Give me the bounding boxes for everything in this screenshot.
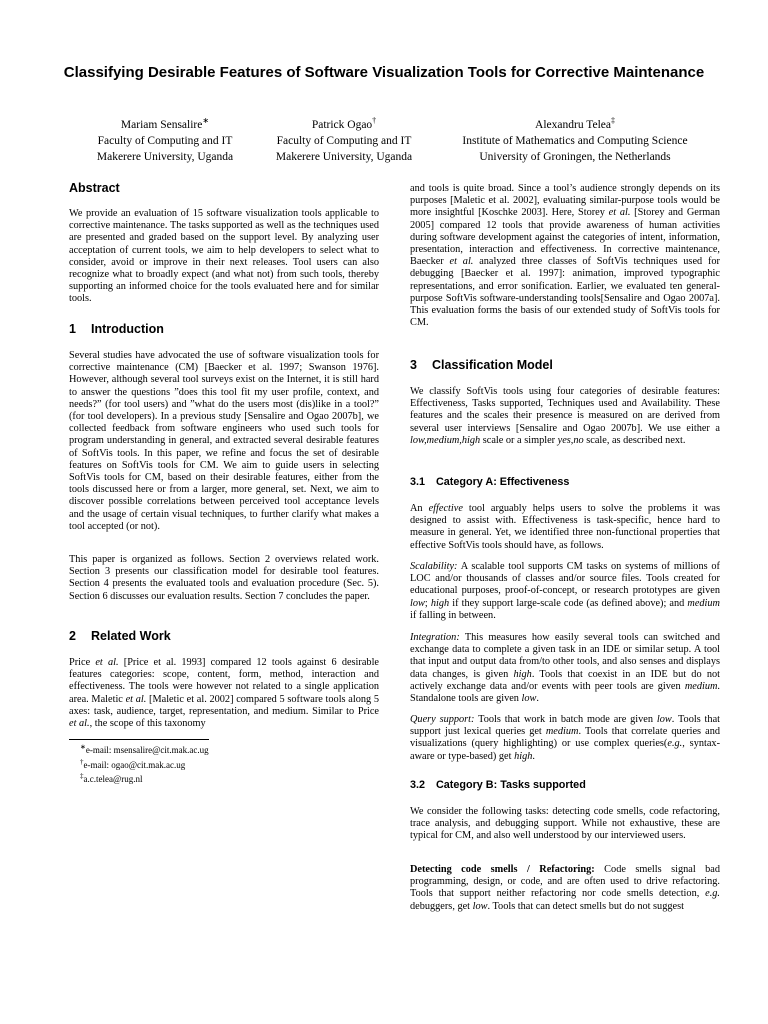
related-paragraph-1: Price et al. [Price et al. 1993] compared 12 tools against 6 desirable features categories: scope, content, form, method, interaction and effectiveness. The tools were however not related to a single application area. Maletic et al. [Maletic et al. 2002] compared 5 software tools along 5 axes: task, audience, target, representation, and medium. Similar to Price et al., the scope of this taxonomy xyxy=(69,657,380,730)
abstract-heading: Abstract xyxy=(69,181,120,195)
footnotes xyxy=(80,742,380,786)
footnote: ‡a.c.telea@rug.nl xyxy=(80,772,143,784)
model-paragraph-1: We classify SoftVis tools using four categories of desirable features: Effectiveness, Tasks supported, Techniques used and Availability. These features and the scales their presence is measured on are derived from several user interviews [Sensalire and Ogao 2007b]. We use either a low,medium,high scale or a simpler yes,no scale, as described next. xyxy=(410,386,720,446)
tasks-paragraph-1: We consider the following tasks: detecting code smells, code refactoring, trace analysis, and debugging support. While not exhaustive, these are typical for CM, and also well understood by our interviewed users. xyxy=(410,806,720,842)
integration-paragraph: Integration: This measures how easily several tools can switched and exchange data to complete a given task in an IDE or similar setup. A tool that input and output data from/to other tools, and also senses and displays data changes, is given high. Tools that coexist in an IDE but do not actively exchange data and/or events with peer tools are given medium. Standalone tools are given low. xyxy=(410,632,720,705)
footnote: ∗e-mail: msensalire@cit.mak.ac.ug xyxy=(80,743,209,755)
author-affiliation: Institute of Mathematics and Computing Science xyxy=(462,134,688,147)
author-name: Patrick Ogao xyxy=(311,118,373,131)
intro-paragraph-2: This paper is organized as follows. Section 2 overviews related work. Section 3 presents our classification model for desirable tool features. Section 4 presents the evaluated tools and evaluation procedure (Sec. 5). Section 6 discusses our evaluation results. Section 7 concludes the paper. xyxy=(69,554,379,602)
scalability-paragraph: Scalability: A scalable tool supports CM tasks on systems of millions of LOC and/or thousands of classes and/or source files. Tools created for educational purposes, proof-of-concept, or research prototypes are given low; high if they support large-scale code (as defined above); and medium if falling in between. xyxy=(410,561,720,621)
section-heading-classification-model: 3 Classification Model xyxy=(410,358,553,372)
paper-title: Classifying Desirable Features of Software Visualization Tools for Corrective Maintenance xyxy=(63,64,705,81)
abstract-text: We provide an evaluation of 15 software visualization tools applicable to corrective maintenance. The tasks supported as well as the techniques used are presented and graded based on the support level. By analyzing user acceptation of current tools, we aim to help developers to select what to consider, avoid or improve in their next releases. Tool users can also recognize what to broadly expect (and what not) from such tools, thereby supporting an informed choice for the tools evaluated here and for similar tools. xyxy=(69,208,379,305)
author-mark: ∗ xyxy=(202,116,210,125)
author-name: Alexandru Telea xyxy=(535,118,611,131)
author-name: Mariam Sensalire xyxy=(120,118,203,131)
author-location: Makerere University, Uganda xyxy=(275,150,413,163)
footnote: †e-mail: ogao@cit.mak.ac.ug xyxy=(80,757,186,770)
author-block-3 xyxy=(440,113,710,165)
author-location: University of Groningen, the Netherlands xyxy=(479,150,671,163)
author-affiliation: Faculty of Computing and IT xyxy=(276,134,412,147)
author-block-1 xyxy=(70,113,260,165)
tasks-paragraph-2: Detecting code smells / Refactoring: Code smells signal bad programming, design, or code, and are often used to drive refactoring. Tools that support neither refactoring nor code smells detection, e.g. debuggers, get low. Tools that can detect smells but do not suggest xyxy=(410,864,721,912)
author-mark: † xyxy=(372,116,377,125)
subsection-heading-effectiveness: 3.1 Category A: Effectiveness xyxy=(410,476,570,488)
author-location: Makerere University, Uganda xyxy=(96,150,234,163)
section-heading-related-work: 2 Related Work xyxy=(69,629,171,643)
author-affiliation: Faculty of Computing and IT xyxy=(97,134,233,147)
intro-paragraph-1: Several studies have advocated the use of software visualization tools for corrective maintenance (CM) [Baecker et al. 1997; Swanson 1976]. However, although several tool surveys exist on the Internet, it is still hard to answer the questions ”does this tool fit my user profile, context, and needs?” (for tool users) and ”what do the users most (dis)like in a tool?” (for tool developers). In a previous study [Sensalire and Ogao 2007b], we collected feedback from software engineers who used such tools for program understanding in general, and extracted several desirable features of SoftVis tools. In this paper, we refine and focus the set of desirable features on SoftVis tools for CM. We aim to guide users in selecting SoftVis tools for CM, based on their desirable features, either from the tools discussed here or from a larger, more general, set. Next, we aim to discover possible correlations between perceived tool acceptance levels and the usage of certain visual techniques, to further clarify what makes a tool accepted (or not). xyxy=(69,350,379,532)
query-support-paragraph: Query support: Tools that work in batch mode are given low. Tools that support just lexical queries get medium. Tools that correlate queries and visualizations (query highlighting) or use complex queries(e.g., syntax-aware or type-based) get high. xyxy=(410,714,720,762)
related-paragraph-2: and tools is quite broad. Since a tool’s audience strongly depends on its purposes [Maletic et al. 2002], evaluating similar-purpose tools would be more insightful [Koschke 2003]. Here, Storey et al. [Storey and German 2005] compared 12 tools that provide awareness of human activities during software development against the categories of intent, information, presentation, interaction and effectiveness. In corrective maintenance, Baecker et al. analyzed three classes of SoftVis techniques used for debugging [Baecker et al. 1997]: animation, improved typographic representations, and error sonification. Earlier, we evaluated ten general-purpose SoftVis software-understanding tools[Sensalire and Ogao 2007a]. This evaluation forms the basis of our extended study of SoftVis tools for CM. xyxy=(410,183,720,329)
effectiveness-paragraph: An effective tool arguably helps users to solve the problems it was designed to assist with. Effectiveness is task-specific, hence hard to measure in general. Yet, we identified three non-functional properties that effective SoftVis tools should have, as follows. xyxy=(410,503,720,551)
author-block-2 xyxy=(258,113,430,165)
section-heading-introduction: 1 Introduction xyxy=(69,322,164,336)
footnote-rule xyxy=(69,739,209,740)
author-mark: ‡ xyxy=(610,116,615,125)
subsection-heading-tasks-supported: 3.2 Category B: Tasks supported xyxy=(410,779,586,791)
